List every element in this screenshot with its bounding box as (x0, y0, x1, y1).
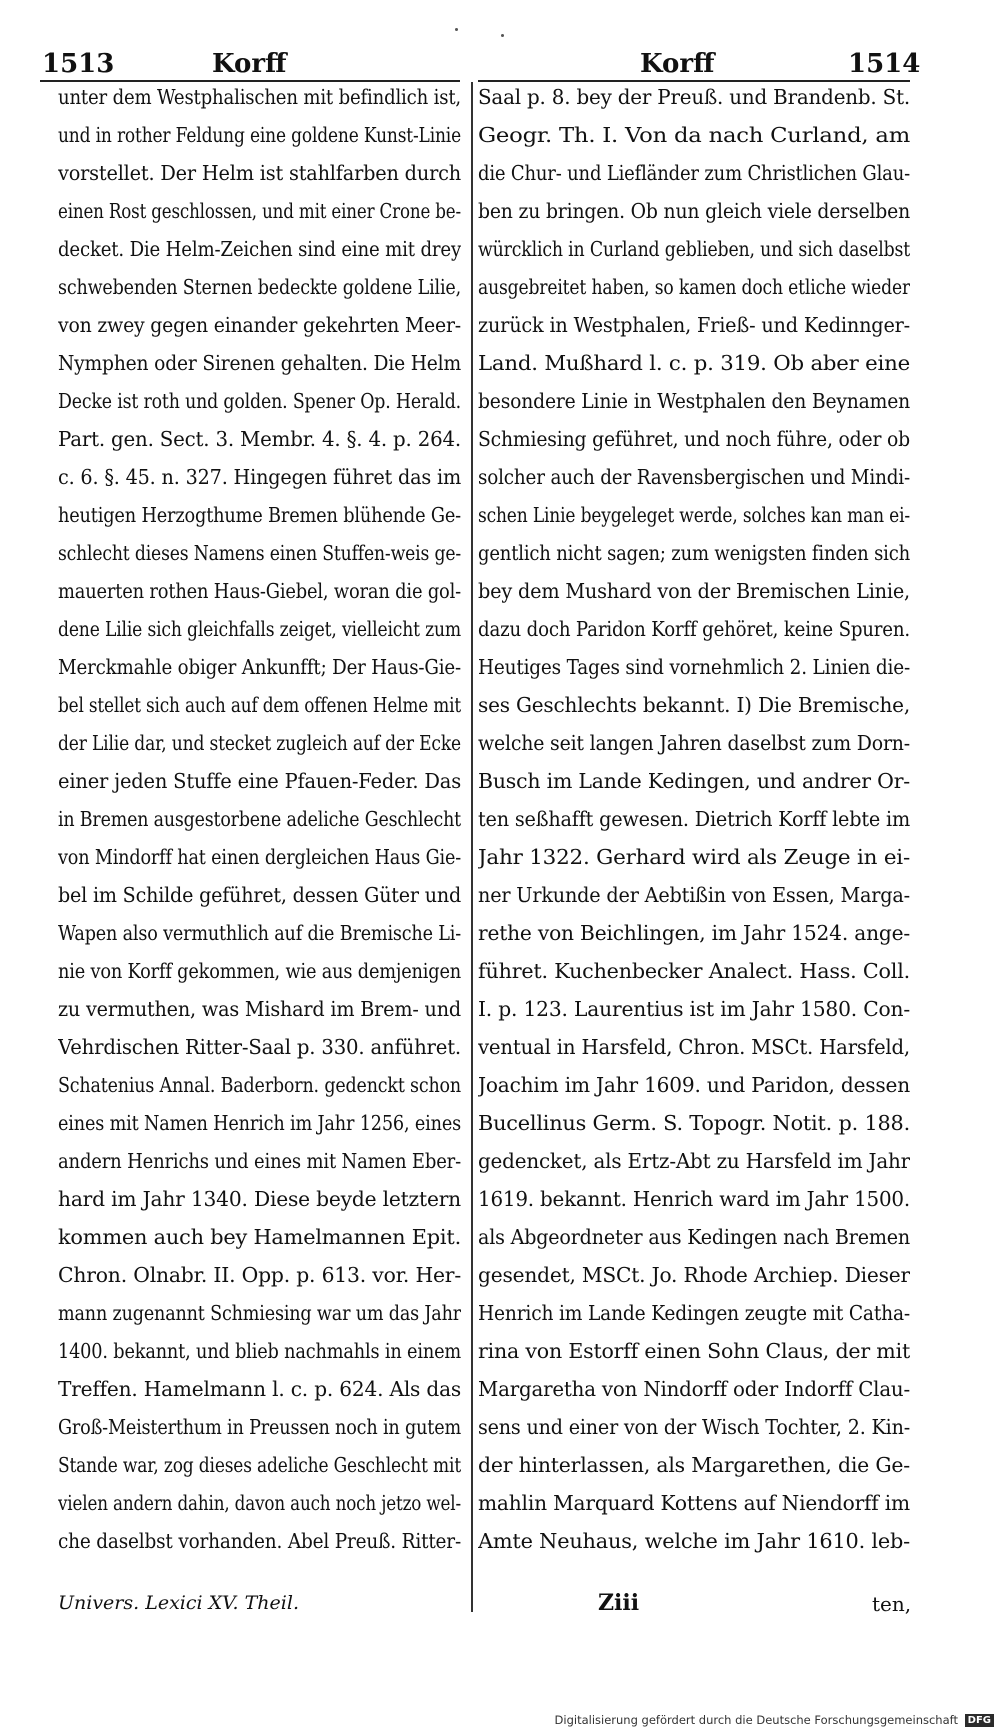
credit-text: Digitalisierung gefördert durch die Deutsche Forschungsgemeinschaft (554, 1713, 958, 1727)
text-line: heutigen Herzogthume Bremen blühende Ge- (58, 503, 461, 527)
text-line: einen Rost geschlossen, und mit einer Crone be- (58, 199, 461, 223)
text-line: kommen auch bey Hamelmannen Epit. (58, 1225, 461, 1249)
text-line: solcher auch der Ravensbergischen und Mindi- (478, 465, 910, 489)
text-line: von Mindorff hat einen dergleichen Haus Gie- (58, 845, 461, 869)
text-line: I. p. 123. Laurentius ist im Jahr 1580. Con- (478, 997, 910, 1021)
text-line: Stande war, zog dieses adeliche Geschlecht mit (58, 1453, 461, 1477)
dfg-logo: DFG (965, 1714, 994, 1727)
text-line: in Bremen ausgestorbene adeliche Geschlecht (58, 807, 461, 831)
text-line: der Lilie dar, und stecket zugleich auf der Ecke (58, 731, 461, 755)
text-line: ten seßhafft gewesen. Dietrich Korff lebte im (478, 807, 910, 831)
text-line: Treffen. Hamelmann l. c. p. 624. Als das (58, 1377, 461, 1401)
digitization-credit (555, 1713, 994, 1727)
text-line: vielen andern dahin, davon auch noch jetzo wel- (58, 1491, 461, 1515)
text-line: Decke ist roth und golden. Spener Op. Herald. (58, 389, 461, 413)
text-line: dene Lilie sich gleichfalls zeiget, vielleicht zum (58, 617, 461, 641)
scan-speck (501, 34, 504, 37)
text-line: gesendet, MSCt. Jo. Rhode Archiep. Dieser (478, 1263, 910, 1287)
right-page-number: 1514 (848, 49, 921, 79)
text-line: Bucellinus Germ. S. Topogr. Notit. p. 188. (478, 1111, 910, 1135)
text-line: ventual in Harsfeld, Chron. MSCt. Harsfeld, (478, 1035, 910, 1059)
signature-mark: Ziii (598, 1590, 640, 1616)
text-line: schwebenden Sternen bedeckte goldene Lilie, (58, 275, 461, 299)
text-line: besondere Linie in Westphalen den Beynamen (478, 389, 910, 413)
text-line: bel im Schilde geführet, dessen Güter und (58, 883, 461, 907)
text-line: schlecht dieses Namens einen Stuffen-weis ge- (58, 541, 461, 565)
text-line: Henrich im Lande Kedingen zeugte mit Catha- (478, 1301, 910, 1325)
text-line: andern Henrichs und eines mit Namen Eber- (58, 1149, 461, 1173)
text-line: bey dem Mushard von der Bremischen Linie, (478, 579, 910, 603)
text-line: Joachim im Jahr 1609. und Paridon, dessen (478, 1073, 910, 1097)
text-line: und in rother Feldung eine goldene Kunst-Linie (58, 123, 461, 147)
volume-note: Univers. Lexici XV. Theil. (58, 1592, 299, 1614)
text-line: mann zugenannt Schmiesing war um das Jahr (58, 1301, 461, 1325)
text-line: führet. Kuchenbecker Analect. Hass. Coll. (478, 959, 910, 983)
text-line: Nymphen oder Sirenen gehalten. Die Helm (58, 351, 461, 375)
text-line: von zwey gegen einander gekehrten Meer- (58, 313, 461, 337)
text-line: mahlin Marquard Kottens auf Niendorff im (478, 1491, 910, 1515)
text-line: Heutiges Tages sind vornehmlich 2. Linien die- (478, 655, 910, 679)
text-line: Groß-Meisterthum in Preussen noch in gutem (58, 1415, 461, 1439)
text-line: ben zu bringen. Ob nun gleich viele derselben (478, 199, 910, 223)
text-line: hard im Jahr 1340. Diese beyde letztern (58, 1187, 461, 1211)
text-line: 1619. bekannt. Henrich ward im Jahr 1500. (478, 1187, 910, 1211)
text-line: gentlich nicht sagen; zum wenigsten finden sich (478, 541, 910, 565)
right-running-head: Korff (640, 49, 715, 79)
text-line: Schmiesing geführet, und noch führe, oder ob (478, 427, 910, 451)
catchword: ten, (872, 1592, 912, 1616)
text-line: rethe von Beichlingen, im Jahr 1524. ange- (478, 921, 910, 945)
scan-speck (455, 28, 458, 31)
text-line: nie von Korff gekommen, wie aus demjenigen (58, 959, 461, 983)
text-line: einer jeden Stuffe eine Pfauen-Feder. Das (58, 769, 461, 793)
text-line: Margaretha von Nindorff oder Indorff Clau- (478, 1377, 910, 1401)
text-line: Schatenius Annal. Baderborn. gedenckt schon (58, 1073, 461, 1097)
text-line: che daselbst vorhanden. Abel Preuß. Ritter- (58, 1529, 461, 1553)
text-line: decket. Die Helm-Zeichen sind eine mit drey (58, 237, 461, 261)
text-line: Merckmahle obiger Ankunfft; Der Haus-Gie- (58, 655, 461, 679)
text-line: ner Urkunde der Aebtißin von Essen, Marga- (478, 883, 910, 907)
text-line: schen Linie beygeleget werde, solches kan man ei- (478, 503, 910, 527)
text-line: Saal p. 8. bey der Preuß. und Brandenb. St. (478, 85, 910, 109)
text-line: 1400. bekannt, und blieb nachmahls in einem (58, 1339, 461, 1363)
text-line: vorstellet. Der Helm ist stahlfarben durch (58, 161, 461, 185)
text-line: gedencket, als Ertz-Abt zu Harsfeld im Jahr (478, 1149, 910, 1173)
text-line: Part. gen. Sect. 3. Membr. 4. §. 4. p. 264. (58, 427, 461, 451)
text-line: ses Geschlechts bekannt. I) Die Bremische, (478, 693, 910, 717)
text-line: dazu doch Paridon Korff gehöret, keine Spuren. (478, 617, 910, 641)
text-line: unter dem Westphalischen mit befindlich ist, (58, 85, 461, 109)
text-line: die Chur- und Liefländer zum Christlichen Glau- (478, 161, 910, 185)
text-line: rina von Estorff einen Sohn Claus, der mit (478, 1339, 910, 1363)
text-line: Busch im Lande Kedingen, und andrer Or- (478, 769, 910, 793)
text-line: mauerten rothen Haus-Giebel, woran die gol- (58, 579, 461, 603)
text-line: Wapen also vermuthlich auf die Bremische Li- (58, 921, 461, 945)
text-line: Chron. Olnabr. II. Opp. p. 613. vor. Her- (58, 1263, 461, 1287)
column-divider (471, 82, 473, 1612)
text-line: sens und einer von der Wisch Tochter, 2. Kin- (478, 1415, 910, 1439)
text-line: Geogr. Th. I. Von da nach Curland, am (478, 123, 910, 147)
text-line: eines mit Namen Henrich im Jahr 1256, eines (58, 1111, 461, 1135)
text-line: bel stellet sich auch auf dem offenen Helme mit (58, 693, 461, 717)
text-line: Land. Mußhard l. c. p. 319. Ob aber eine (478, 351, 910, 375)
text-line: ausgebreitet haben, so kamen doch etliche wieder (478, 275, 910, 299)
text-line: zurück in Westphalen, Frieß- und Kedinnger- (478, 313, 910, 337)
text-line: würcklich in Curland geblieben, und sich daselbst (478, 237, 910, 261)
text-line: Amte Neuhaus, welche im Jahr 1610. leb- (478, 1529, 910, 1553)
left-running-head: Korff (212, 49, 287, 79)
text-line: c. 6. §. 45. n. 327. Hingegen führet das im (58, 465, 461, 489)
text-line: Vehrdischen Ritter-Saal p. 330. anführet. (58, 1035, 461, 1059)
text-line: zu vermuthen, was Mishard im Brem- und (58, 997, 461, 1021)
text-line: als Abgeordneter aus Kedingen nach Bremen (478, 1225, 910, 1249)
left-column (58, 78, 461, 1560)
text-line: welche seit langen Jahren daselbst zum Dorn- (478, 731, 910, 755)
right-column (478, 78, 910, 1560)
text-line: Jahr 1322. Gerhard wird als Zeuge in ei- (478, 845, 910, 869)
text-line: der hinterlassen, als Margarethen, die Ge- (478, 1453, 910, 1477)
left-page-number: 1513 (42, 49, 115, 79)
